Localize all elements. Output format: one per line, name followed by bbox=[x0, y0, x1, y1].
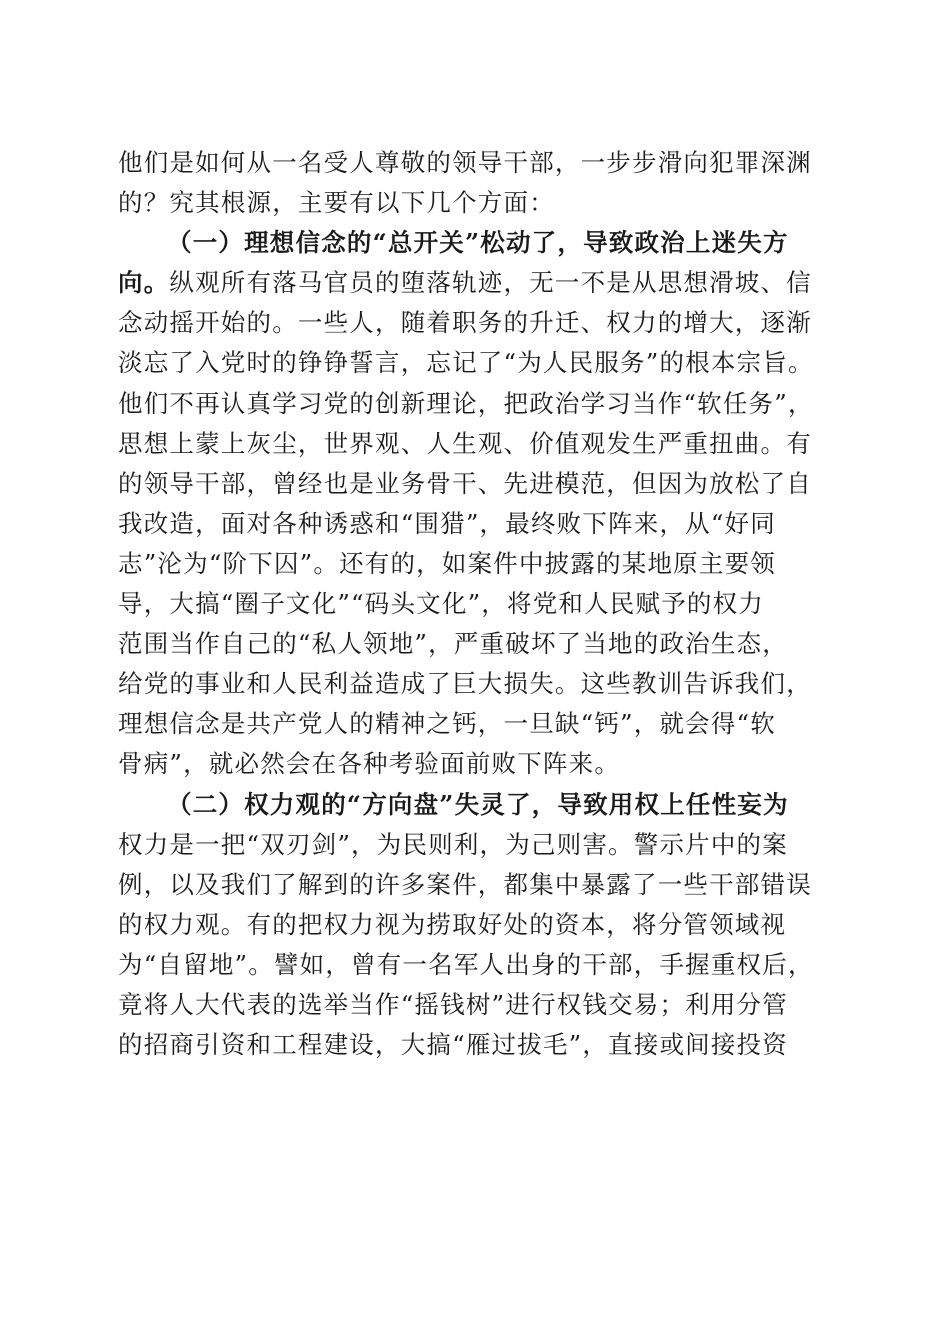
text-line: 的？究其根源，主要有以下几个方面： bbox=[118, 188, 555, 218]
text-line: 理想信念是共产党人的精神之钙，一旦缺“钙”，就会得“软 bbox=[118, 709, 776, 739]
text-line: 导，大搞“圈子文化”“码头文化”，将党和人民赋予的权力 bbox=[118, 589, 764, 619]
text-line: 淡忘了入党时的铮铮誓言，忘记了“为人民服务”的根本宗旨。 bbox=[118, 348, 814, 378]
document-body bbox=[118, 143, 838, 1065]
text-line: 范围当作自己的“私人领地”，严重破坏了当地的政治生态， bbox=[118, 629, 788, 659]
text-line: 我改造，面对各种诱惑和“围猎”，最终败下阵来，从“好同 bbox=[118, 508, 776, 538]
text-line bbox=[118, 263, 838, 303]
text-line: 的权力观。有的把权力视为捞取好处的资本，将分管领域视 bbox=[118, 909, 787, 939]
text-line: 给党的事业和人民利益造成了巨大损失。这些教训告诉我们， bbox=[118, 669, 812, 699]
text-line: 思想上蒙上灰尘，世界观、人生观、价值观发生严重扭曲。有 bbox=[118, 428, 812, 458]
text-line: 的领导干部，曾经也是业务骨干、先进模范，但因为放松了自 bbox=[118, 468, 812, 498]
text-line: 念动摇开始的。一些人，随着职务的升迁、权力的增大，逐渐 bbox=[118, 308, 812, 338]
text-line: 他们不再认真学习党的创新理论，把政治学习当作“软任务”， bbox=[118, 388, 814, 418]
section-heading-2: （二）权力观的“方向盘”失灵了，导致用权上任性妄为 bbox=[167, 789, 789, 819]
text-line: 的招商引资和工程建设，大搞“雁过拔毛”，直接或间接投资 bbox=[118, 1030, 788, 1060]
text-line: 志”沦为“阶下囚”。还有的，如案件中披露的某地原主要领 bbox=[118, 548, 776, 578]
text-line: 权力是一把“双刃剑”，为民则利，为己则害。警示片中的案 bbox=[118, 829, 788, 859]
text-line: 例，以及我们了解到的许多案件，都集中暴露了一些干部错误 bbox=[118, 869, 812, 899]
text-line: 竟将人大代表的选举当作“摇钱树”进行权钱交易；利用分管 bbox=[118, 989, 788, 1019]
text-line: 为“自留地”。譬如，曾有一名军人出身的干部，手握重权后， bbox=[118, 949, 814, 979]
section-heading-1-end: 向。 bbox=[118, 268, 170, 298]
text-line: 他们是如何从一名受人尊敬的领导干部，一步步滑向犯罪深渊 bbox=[118, 148, 812, 177]
text-line-rest: 纵观所有落马官员的堕落轨迹，无一不是从思想滑坡、信 bbox=[169, 268, 812, 298]
text-line: 骨病”，就必然会在各种考验面前败下阵来。 bbox=[118, 749, 621, 779]
section-heading-1: （一）理想信念的“总开关”松动了，导致政治上迷失方 bbox=[167, 228, 789, 258]
